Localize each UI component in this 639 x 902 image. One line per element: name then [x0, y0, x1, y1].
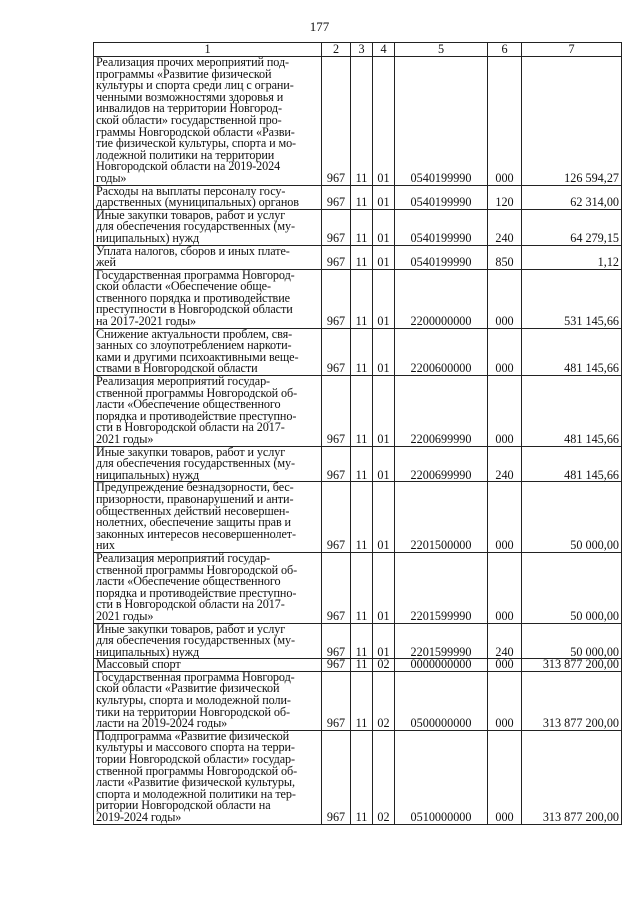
row-code-expense: 240 — [488, 623, 522, 659]
row-code-ministry: 967 — [322, 245, 351, 269]
row-code-subsection: 01 — [373, 209, 395, 245]
row-code-subsection: 01 — [373, 57, 395, 186]
header-cell: 5 — [395, 43, 488, 57]
row-name: Иные закупки товаров, работ и услуг для обеспечения государственных (му- ниципальных) нужд — [94, 209, 322, 245]
row-amount: 126 594,27 — [522, 57, 622, 186]
row-amount: 1,12 — [522, 245, 622, 269]
row-code-ministry: 967 — [322, 209, 351, 245]
header-cell: 6 — [488, 43, 522, 57]
row-amount: 64 279,15 — [522, 209, 622, 245]
row-code-expense: 000 — [488, 671, 522, 730]
row-code-section: 11 — [351, 328, 373, 375]
row-code-ministry: 967 — [322, 185, 351, 209]
table-row — [94, 245, 622, 269]
row-code-target: 0540199990 — [395, 245, 488, 269]
header-cell: 1 — [94, 43, 322, 57]
row-code-subsection: 01 — [373, 328, 395, 375]
row-amount: 481 145,66 — [522, 328, 622, 375]
row-code-ministry: 967 — [322, 730, 351, 824]
row-amount: 50 000,00 — [522, 482, 622, 553]
row-code-ministry: 967 — [322, 552, 351, 623]
row-name: Снижение актуальности проблем, свя- занных со злоупотреблением наркоти- ками и другими психоактивными веще- ствами в Новгородской области — [94, 328, 322, 375]
table-row — [94, 376, 622, 447]
row-code-expense: 000 — [488, 659, 522, 672]
row-code-expense: 000 — [488, 57, 522, 186]
row-code-target: 0540199990 — [395, 185, 488, 209]
row-code-ministry: 967 — [322, 671, 351, 730]
row-code-target: 0540199990 — [395, 209, 488, 245]
row-code-target: 2200699990 — [395, 376, 488, 447]
table-row — [94, 185, 622, 209]
row-name: Реализация прочих мероприятий под- программы «Развитие физической культуры и спорта среди лиц с ограни- ченными возможностями здоровья и инвалидов на территории Новгород- ской области» государственной про- граммы Новгородской области «Разви- тие физической культуры, спорта и мо- лодежной политики на территории Новгородской области на 2019-2024 годы» — [94, 57, 322, 186]
row-code-subsection: 01 — [373, 482, 395, 553]
row-name: Реализация мероприятий государ- ственной программы Новгородской об- ласти «Обеспечение общественного порядка и противодействие преступно- сти в Новгородской области на 2017- 2021 годы» — [94, 376, 322, 447]
row-code-subsection: 02 — [373, 671, 395, 730]
row-name: Государственная программа Новгород- ской области «Обеспечение обще- ственного порядка и противодействие преступности в Новгородской области на 2017-2021 годы» — [94, 269, 322, 328]
header-cell: 2 — [322, 43, 351, 57]
row-code-ministry: 967 — [322, 482, 351, 553]
table-row — [94, 552, 622, 623]
table-row — [94, 482, 622, 553]
row-name: Массовый спорт — [94, 659, 322, 672]
row-code-ministry: 967 — [322, 269, 351, 328]
row-amount: 481 145,66 — [522, 376, 622, 447]
row-name: Расходы на выплаты персоналу госу- дарственных (муниципальных) органов — [94, 185, 322, 209]
row-code-subsection: 01 — [373, 376, 395, 447]
row-amount: 313 877 200,00 — [522, 671, 622, 730]
row-code-target: 2200600000 — [395, 328, 488, 375]
row-code-subsection: 01 — [373, 269, 395, 328]
row-code-section: 11 — [351, 552, 373, 623]
table-row — [94, 209, 622, 245]
row-code-ministry: 967 — [322, 623, 351, 659]
row-code-expense: 000 — [488, 376, 522, 447]
row-code-subsection: 02 — [373, 730, 395, 824]
row-amount: 313 877 200,00 — [522, 730, 622, 824]
row-name: Уплата налогов, сборов и иных плате- жей — [94, 245, 322, 269]
row-code-section: 11 — [351, 269, 373, 328]
row-code-ministry: 967 — [322, 376, 351, 447]
row-code-section: 11 — [351, 730, 373, 824]
row-name: Подпрограмма «Развитие физической культуры и массового спорта на терри- тории Новгородской области» государ- ственной программы Новгородской об- ласти «Развитие физической культуры, спорта и молодежной политики на тер- ритории Новгородской области на 2019-2024 годы» — [94, 730, 322, 824]
row-code-section: 11 — [351, 623, 373, 659]
row-code-target: 2200699990 — [395, 446, 488, 482]
row-code-ministry: 967 — [322, 328, 351, 375]
row-code-subsection: 01 — [373, 185, 395, 209]
row-code-target: 2200000000 — [395, 269, 488, 328]
row-name: Реализация мероприятий государ- ственной программы Новгородской об- ласти «Обеспечение общественного порядка и противодействие преступно- сти в Новгородской области на 2017- 2021 годы» — [94, 552, 322, 623]
row-name: Иные закупки товаров, работ и услуг для обеспечения государственных (му- ниципальных) нужд — [94, 623, 322, 659]
row-code-target: 0000000000 — [395, 659, 488, 672]
budget-table — [93, 42, 622, 825]
row-code-subsection: 01 — [373, 446, 395, 482]
row-code-target: 2201500000 — [395, 482, 488, 553]
row-amount: 313 877 200,00 — [522, 659, 622, 672]
row-code-section: 11 — [351, 482, 373, 553]
row-code-target: 2201599990 — [395, 552, 488, 623]
row-code-ministry: 967 — [322, 446, 351, 482]
row-code-section: 11 — [351, 659, 373, 672]
row-code-section: 11 — [351, 446, 373, 482]
row-code-subsection: 01 — [373, 623, 395, 659]
row-code-section: 11 — [351, 57, 373, 186]
row-amount: 50 000,00 — [522, 552, 622, 623]
row-code-section: 11 — [351, 376, 373, 447]
row-name: Предупреждение безнадзорности, бес- призорности, правонарушений и анти- общественных действий несовершен- нолетних, обеспечение защиты прав и законных интересов несовершеннолет- них — [94, 482, 322, 553]
row-code-ministry: 967 — [322, 659, 351, 672]
row-code-subsection: 01 — [373, 245, 395, 269]
row-code-expense: 000 — [488, 552, 522, 623]
row-amount: 531 145,66 — [522, 269, 622, 328]
row-code-section: 11 — [351, 209, 373, 245]
table-row — [94, 623, 622, 659]
row-code-section: 11 — [351, 671, 373, 730]
table-row — [94, 269, 622, 328]
row-code-section: 11 — [351, 245, 373, 269]
header-cell: 3 — [351, 43, 373, 57]
page-number: 177 — [309, 19, 330, 34]
row-code-subsection: 02 — [373, 659, 395, 672]
row-code-section: 11 — [351, 185, 373, 209]
row-name: Иные закупки товаров, работ и услуг для обеспечения государственных (му- ниципальных) нужд — [94, 446, 322, 482]
row-code-expense: 240 — [488, 446, 522, 482]
row-code-target: 0540199990 — [395, 57, 488, 186]
header-cell: 7 — [522, 43, 622, 57]
row-amount: 481 145,66 — [522, 446, 622, 482]
table-row — [94, 446, 622, 482]
row-code-expense: 120 — [488, 185, 522, 209]
header-cell: 4 — [373, 43, 395, 57]
row-code-expense: 000 — [488, 482, 522, 553]
row-code-target: 0510000000 — [395, 730, 488, 824]
row-code-expense: 240 — [488, 209, 522, 245]
row-code-target: 0500000000 — [395, 671, 488, 730]
row-code-expense: 850 — [488, 245, 522, 269]
table-row — [94, 328, 622, 375]
row-code-subsection: 01 — [373, 552, 395, 623]
row-code-target: 2201599990 — [395, 623, 488, 659]
row-amount: 62 314,00 — [522, 185, 622, 209]
table-row — [94, 730, 622, 824]
row-name: Государственная программа Новгород- ской области «Развитие физической культуры, спорта и молодежной поли- тики на территории Новгородской об- ласти на 2019-2024 годы» — [94, 671, 322, 730]
table-row — [94, 57, 622, 186]
row-code-expense: 000 — [488, 269, 522, 328]
row-amount: 50 000,00 — [522, 623, 622, 659]
table-row — [94, 671, 622, 730]
row-code-ministry: 967 — [322, 57, 351, 186]
row-code-expense: 000 — [488, 730, 522, 824]
row-code-expense: 000 — [488, 328, 522, 375]
